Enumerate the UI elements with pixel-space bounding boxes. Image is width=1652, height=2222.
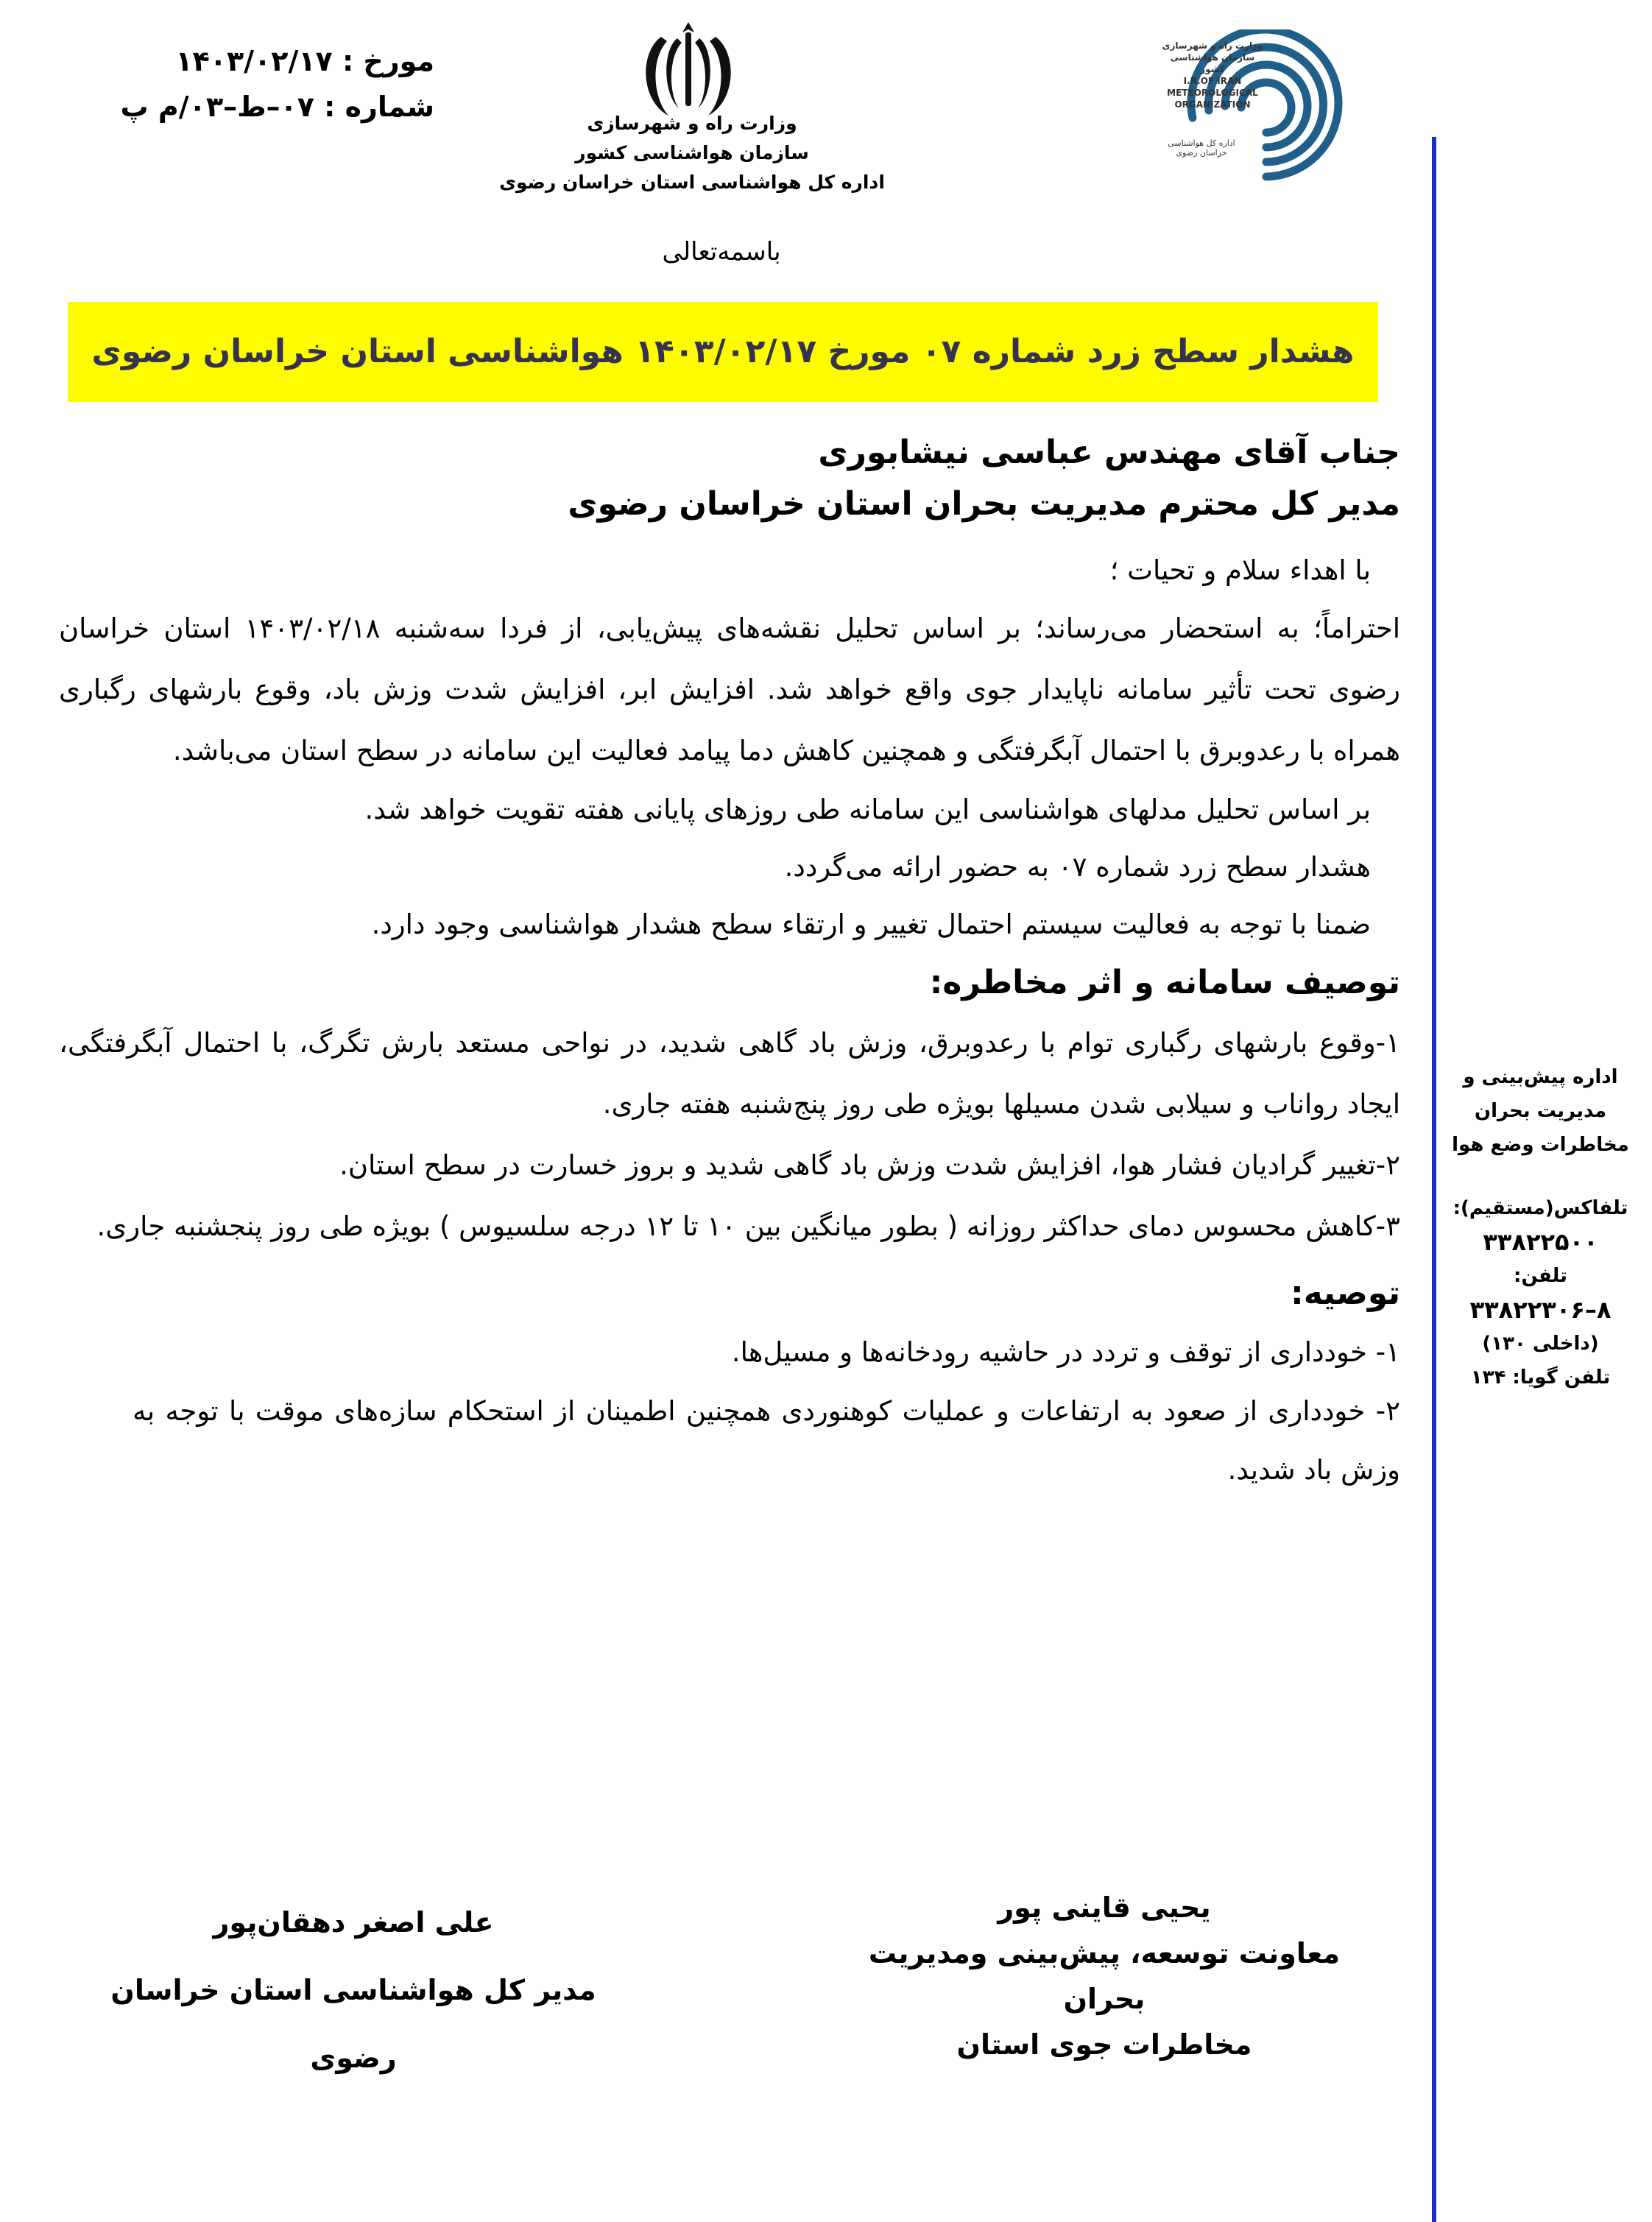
alert-banner-text: هشدار سطح زرد شماره ۰۷ مورخ ۱۴۰۳/۰۲/۱۷ هواشناسی استان خراسان رضوی <box>91 333 1355 370</box>
provincial-office-line: اداره کل هواشناسی استان خراسان رضوی <box>499 172 885 193</box>
recipient-title: مدیر کل محترم مدیریت بحران استان خراسان رضوی <box>568 485 1400 523</box>
letter-number: شماره : ۰۷–ط–۰۳/م پ <box>120 91 434 123</box>
ministry-line: وزارت راه و شهرسازی <box>587 113 797 134</box>
recommendation-item: ۱- خودداری از توقف و تردد در حاشیه رودخانه‌ها و مسیل‌ها. <box>731 1336 1400 1368</box>
description-heading: توصیف سامانه و اثر مخاطره: <box>929 964 1400 1001</box>
besmellah: باسمه‌تعالی <box>662 237 781 267</box>
description-item: ۲-تغییر گرادیان فشار هوا، افزایش شدت وزش باد گاهی شدید و بروز خسارت در سطح استان. <box>339 1149 1400 1181</box>
ministry-block <box>471 109 913 197</box>
logo-text-line: اداره کل هواشناسی خراسان رضوی <box>1168 138 1235 158</box>
paragraph-alert: هشدار سطح زرد شماره ۰۷ به حضور ارائه می‌گردد. <box>784 851 1371 883</box>
director-title: مدیر کل هواشناسی استان خراسان رضوی <box>110 1974 596 2074</box>
fax-label: تلفاکس(مستقیم): <box>1452 1197 1628 1219</box>
logo-text-line: سازمان هواشناسی کشور <box>1170 52 1255 74</box>
recommendation-item: ۲- خودداری از صعود به ارتفاعات و عملیات کوهنوردی همچنین اطمینان از استحکام سازه‌های موقت با توجه به وزش باد شدید. <box>133 1395 1400 1486</box>
signature-deputy <box>832 1885 1377 2067</box>
letter-body <box>59 427 1400 1500</box>
recipient-name: جناب آقای مهندس عباسی نیشابوری <box>818 434 1400 471</box>
paragraph-forecast: بر اساس تحلیل مدلهای هواشناسی این سامانه طی روزهای پایانی هفته تقویت خواهد شد. <box>364 794 1371 825</box>
phone-label: تلفن: <box>1514 1265 1567 1287</box>
logo-text-line: I.R.OF IRAN <box>1183 76 1242 86</box>
phone-number: ۸–۳۳۸۲۲۳۰۶ <box>1469 1296 1612 1324</box>
letter-date-number <box>110 38 434 130</box>
paragraph-note: ضمنا با توجه به فعالیت سیستم احتمال تغییر و ارتقاء سطح هشدار هواشناسی وجود دارد. <box>371 909 1371 940</box>
description-item: ۳-کاهش محسوس دمای حداکثر روزانه ( بطور میانگین بین ۱۰ تا ۱۲ درجه سلسیوس ) بویژه طی روز پنجشنبه جاری. <box>96 1210 1400 1242</box>
logo-text-line: METEOROLOGICAL <box>1167 88 1258 98</box>
deputy-title: معاونت توسعه، پیش‌بینی ومدیریت بحران <box>868 1937 1341 2015</box>
department-name: اداره پیش‌بینی و مدیریت بحران مخاطرات وضع هوا <box>1452 1066 1629 1156</box>
description-item: ۱-وقوع بارشهای رگباری توام با رعدوبرق، وزش باد گاهی شدید، در نواحی مستعد بارش تگرگ، با احتمال آبگرفتگی، ایجاد رواناب و سیلابی شدن مسیلها بویژه طی روز پنج‌شنبه هفته جاری. <box>59 1027 1400 1120</box>
logo-text-line: ORGANIZATION <box>1174 99 1251 110</box>
organization-line: سازمان هواشناسی کشور <box>575 142 809 163</box>
side-contact-info <box>1447 1060 1634 1394</box>
voice-phone: تلفن گویا: ۱۳۴ <box>1470 1366 1611 1389</box>
vertical-divider <box>1432 137 1436 2222</box>
iran-emblem-icon <box>633 16 744 123</box>
paragraph-main: احتراماً؛ به استحضار می‌رساند؛ بر اساس تحلیل نقشه‌های پیش‌یابی، از فردا سه‌شنبه ۱۴۰۳/۰۲/۱۸ استان خراسان رضوی تحت تأثیر سامانه ناپایدار جوی واقع خواهد شد. افزایش ابر، افزایش شدت وزش باد، وقوع بارشهای رگباری همراه با رعدوبرق با احتمال آبگرفتگی و همچنین کاهش دما پیامد فعالیت این سامانه در سطح استان می‌باشد. <box>59 613 1400 766</box>
phone-extension: (داخلی ۱۳۰) <box>1482 1333 1599 1355</box>
director-name: علی اصغر دهقان‌پور <box>213 1906 494 1939</box>
logo-text-line: وزارت راه و شهرسازی <box>1162 40 1263 51</box>
recommendation-heading: توصیه: <box>1291 1274 1400 1312</box>
deputy-title: مخاطرات جوی استان <box>956 2028 1252 2061</box>
deputy-name: یحیی قاینی پور <box>998 1891 1211 1924</box>
meteorological-logo <box>1112 29 1347 202</box>
signature-director <box>74 1888 633 2092</box>
letter-date: مورخ : ۱۴۰۳/۰۲/۱۷ <box>175 45 434 77</box>
greeting: با اهداء سلام و تحیات ؛ <box>1109 554 1371 586</box>
fax-number: ۳۳۸۲۲۵۰۰ <box>1483 1228 1598 1256</box>
